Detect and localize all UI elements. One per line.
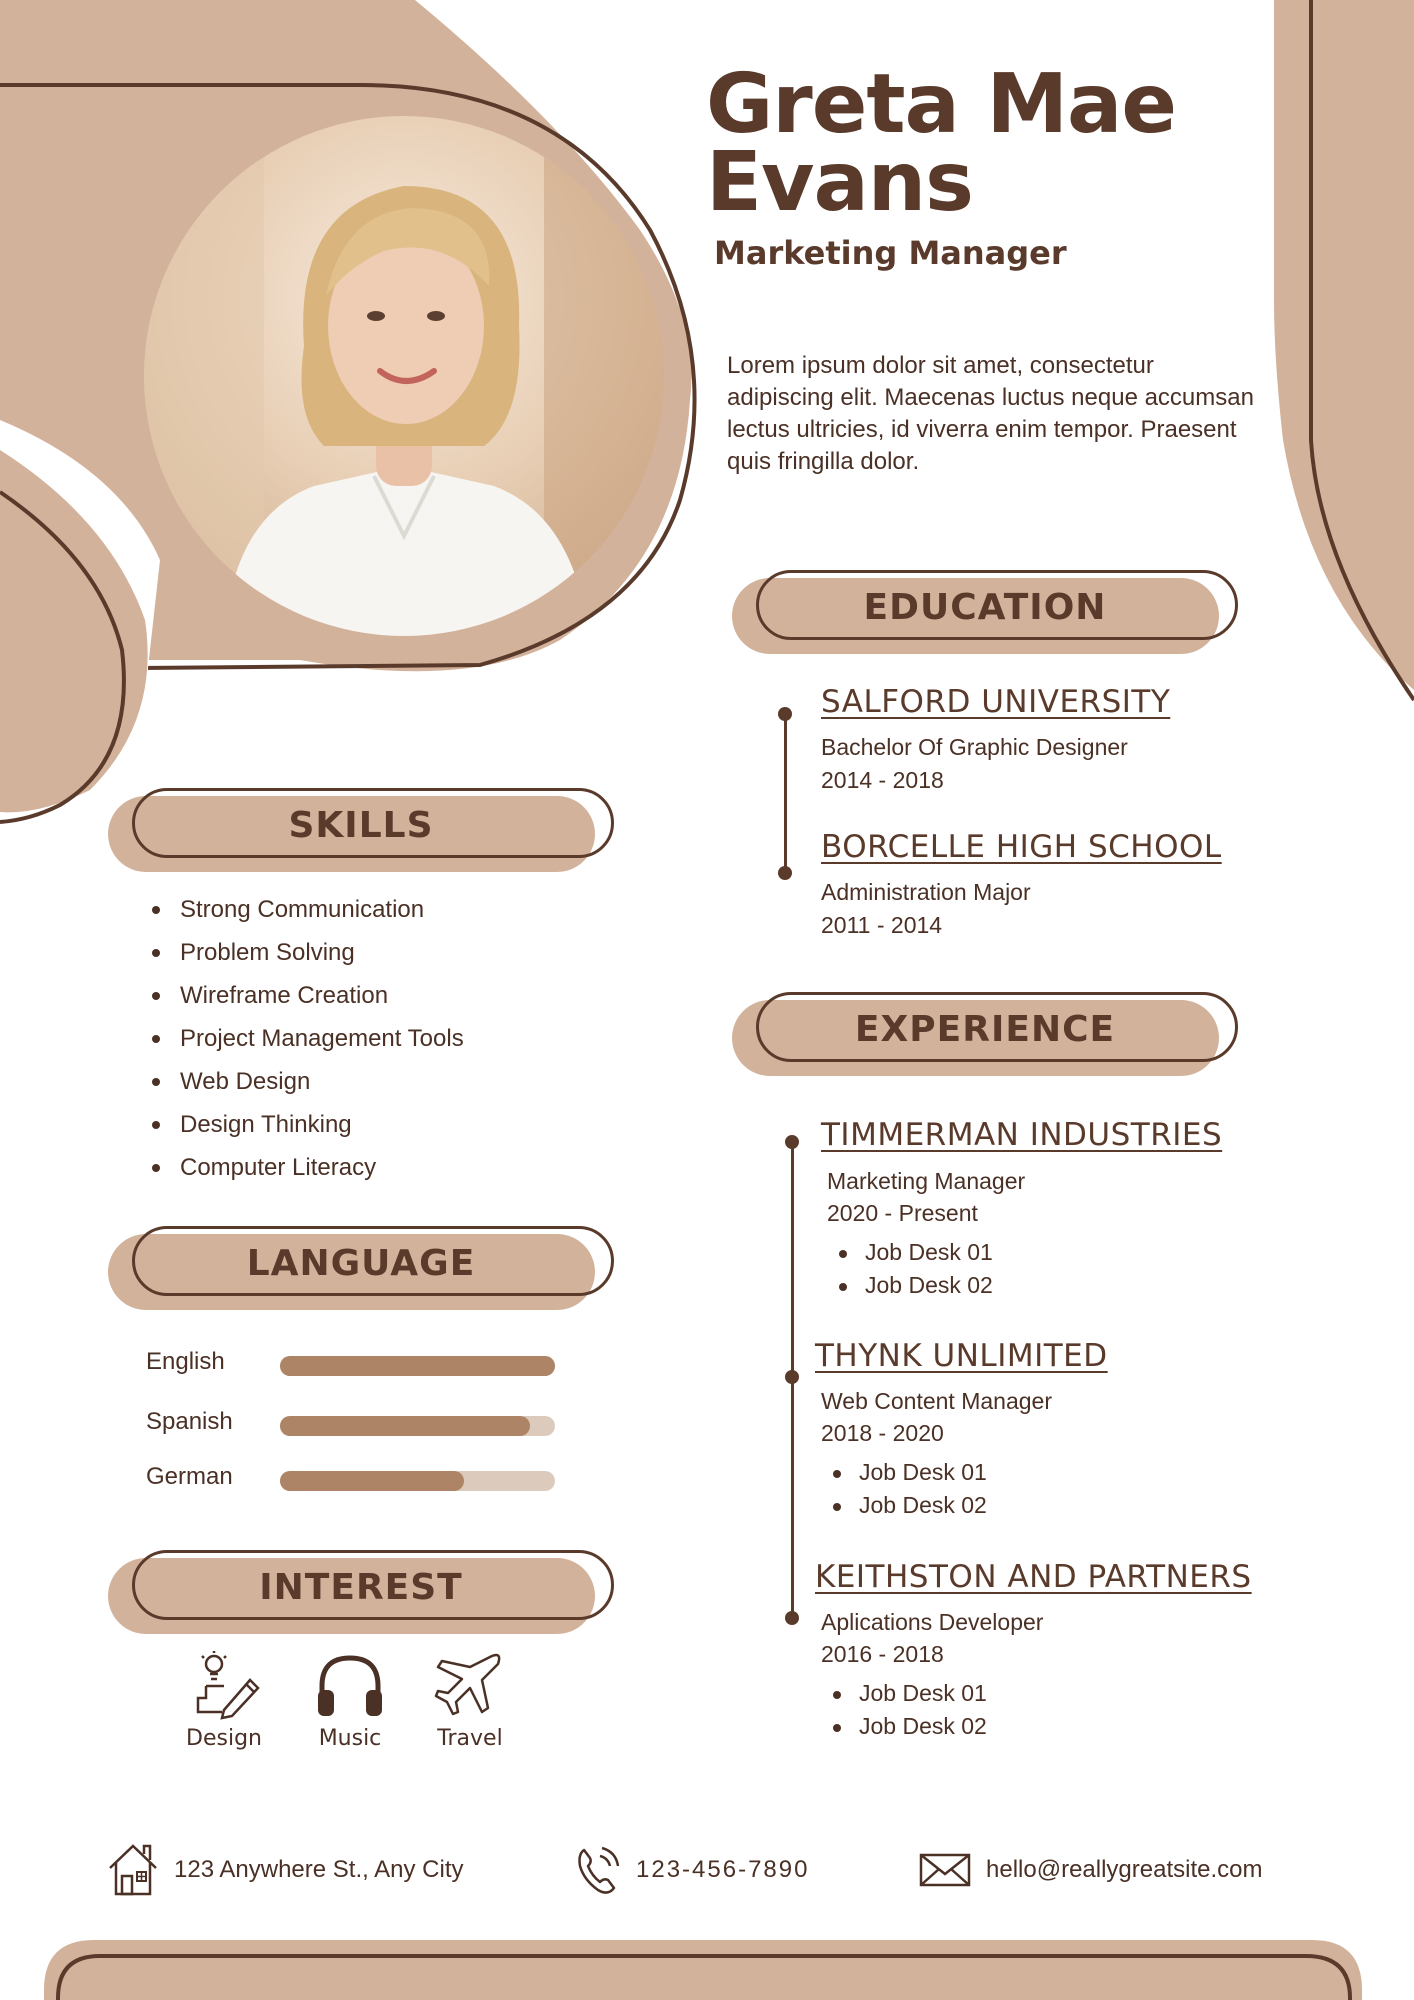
skills-heading: SKILLS — [288, 804, 434, 846]
education-years: 2011 - 2014 — [821, 912, 943, 938]
skill-item: Project Management Tools — [150, 1017, 464, 1060]
skill-item: Design Thinking — [150, 1103, 464, 1146]
experience-company: KEITHSTON AND PARTNERS — [815, 1559, 1252, 1595]
language-level-bar — [280, 1471, 464, 1491]
experience-years: 2018 - 2020 — [821, 1420, 944, 1446]
skill-item: Strong Communication — [150, 888, 464, 931]
education-timeline — [784, 714, 787, 874]
language-row-english — [146, 1348, 566, 1378]
timeline-dot — [785, 1370, 799, 1384]
design-idea-icon — [184, 1650, 264, 1720]
skill-item: Wireframe Creation — [150, 974, 464, 1017]
experience-company: TIMMERMAN INDUSTRIES — [821, 1117, 1223, 1153]
language-name: English — [146, 1348, 225, 1375]
address-text: 123 Anywhere St., Any City — [174, 1856, 464, 1883]
interest-header — [108, 1550, 618, 1634]
duty-item: Job Desk 02 — [835, 1269, 993, 1302]
language-level-track — [280, 1416, 555, 1436]
skills-list — [150, 888, 464, 1189]
home-icon — [106, 1842, 160, 1898]
interest-heading: INTEREST — [259, 1566, 463, 1608]
duty-item: Job Desk 02 — [829, 1710, 987, 1743]
duty-item: Job Desk 01 — [829, 1677, 987, 1710]
interest-travel — [420, 1650, 520, 1751]
language-row-german — [146, 1463, 566, 1493]
interest-design — [174, 1650, 274, 1751]
education-degree: Bachelor Of Graphic Designer — [821, 734, 1128, 760]
bottom-band — [44, 1940, 1362, 2000]
contact-address — [106, 1840, 464, 1900]
timeline-dot — [785, 1135, 799, 1149]
experience-header — [732, 992, 1242, 1076]
headphones-icon — [310, 1650, 390, 1720]
language-level-bar — [280, 1356, 555, 1376]
email-text: hello@reallygreatsite.com — [986, 1856, 1263, 1883]
profile-photo — [144, 116, 664, 636]
experience-company: THYNK UNLIMITED — [815, 1338, 1108, 1374]
full-name — [706, 57, 1326, 230]
experience-years: 2016 - 2018 — [821, 1641, 944, 1667]
experience-years: 2020 - Present — [827, 1200, 978, 1226]
envelope-icon — [918, 1850, 972, 1890]
interest-label: Music — [318, 1726, 382, 1751]
skills-header — [108, 788, 618, 872]
name-line-2: Evans — [706, 135, 973, 230]
interest-label: Design — [186, 1726, 262, 1751]
education-degree: Administration Major — [821, 879, 1031, 905]
experience-duties — [829, 1456, 987, 1522]
education-header — [732, 570, 1242, 654]
education-years: 2014 - 2018 — [821, 767, 944, 793]
duty-item: Job Desk 02 — [829, 1489, 987, 1522]
language-header — [108, 1226, 618, 1310]
language-level-bar — [280, 1416, 530, 1436]
phone-icon — [574, 1844, 622, 1896]
language-level-track — [280, 1471, 555, 1491]
language-level-track — [280, 1356, 555, 1376]
experience-heading: EXPERIENCE — [854, 1008, 1116, 1050]
experience-duties — [829, 1677, 987, 1743]
timeline-dot — [778, 707, 792, 721]
contact-phone — [574, 1840, 809, 1900]
duty-item: Job Desk 01 — [835, 1236, 993, 1269]
profile-summary: Lorem ipsum dolor sit amet, consectetur adipiscing elit. Maecenas luctus neque accumsan lectus ultricies, id viverra enim tempor. Praesent quis fringilla dolor. — [727, 352, 1254, 475]
education-school: BORCELLE HIGH SCHOOL — [821, 829, 1222, 865]
experience-duties — [835, 1236, 993, 1302]
phone-text: 123-456-7890 — [636, 1856, 810, 1883]
job-title: Marketing Manager — [714, 234, 1067, 272]
duty-item: Job Desk 01 — [829, 1456, 987, 1489]
name-line-1: Greta Mae — [706, 57, 1176, 152]
language-row-spanish — [146, 1408, 566, 1438]
contact-email — [918, 1840, 1262, 1900]
language-name: Spanish — [146, 1408, 233, 1435]
language-name: German — [146, 1463, 233, 1490]
interest-music — [300, 1650, 400, 1751]
language-heading: LANGUAGE — [246, 1242, 476, 1284]
experience-position: Aplications Developer — [821, 1609, 1044, 1635]
education-school: SALFORD UNIVERSITY — [821, 684, 1171, 720]
education-heading: EDUCATION — [863, 586, 1107, 628]
timeline-dot — [785, 1611, 799, 1625]
experience-position: Web Content Manager — [821, 1388, 1052, 1414]
skill-item: Computer Literacy — [150, 1146, 464, 1189]
skill-item: Web Design — [150, 1060, 464, 1103]
skill-item: Problem Solving — [150, 931, 464, 974]
interest-label: Travel — [437, 1726, 503, 1751]
timeline-dot — [778, 866, 792, 880]
experience-position: Marketing Manager — [827, 1168, 1026, 1194]
airplane-icon — [430, 1650, 510, 1720]
